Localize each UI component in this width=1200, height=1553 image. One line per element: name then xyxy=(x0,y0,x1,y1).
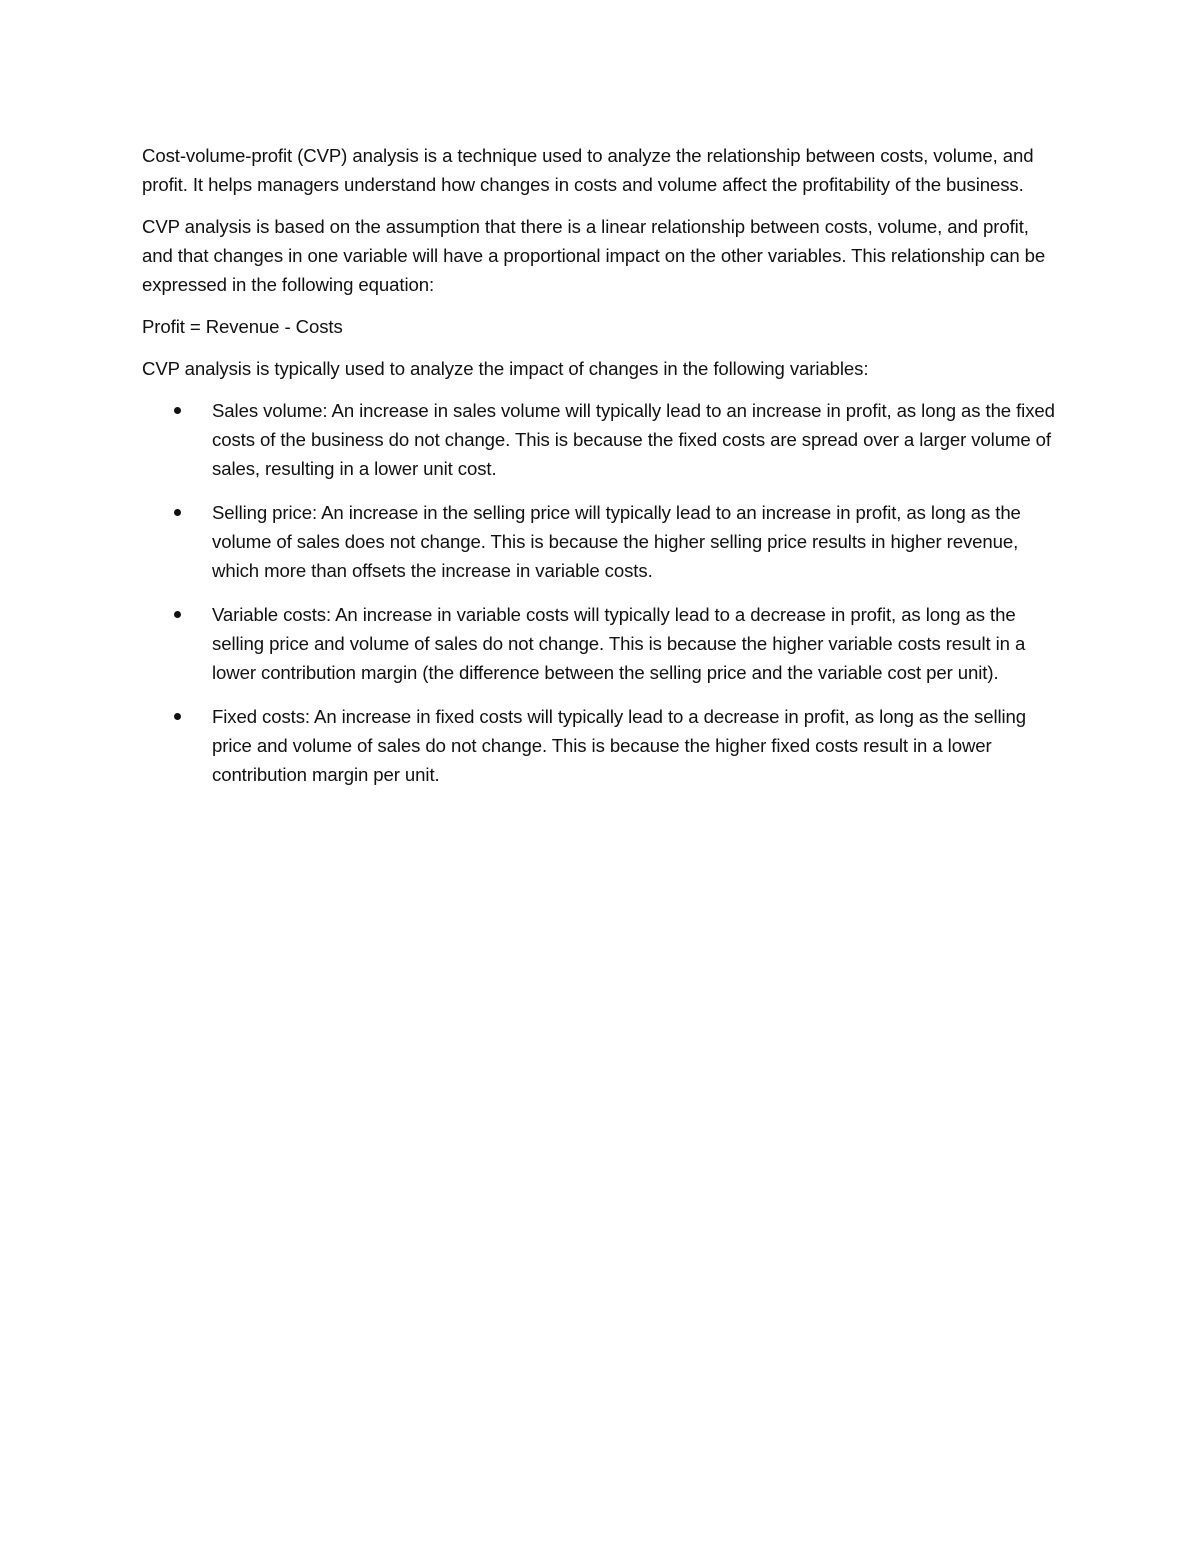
list-item-sales-volume xyxy=(142,396,1060,483)
variables-intro-paragraph: CVP analysis is typically used to analyze the impact of changes in the following variables: xyxy=(142,358,869,379)
list-item-text: Variable costs: An increase in variable costs will typically lead to a decrease in profit, as long as the selling price and volume of sales do not change. This is because the higher variable costs result in a lower contribution margin (the difference between the selling price and the variable cost per unit). xyxy=(212,604,1026,683)
bullet-icon xyxy=(174,509,181,516)
bullet-icon xyxy=(174,407,181,414)
bullet-icon xyxy=(174,611,181,618)
bullet-icon xyxy=(174,713,181,720)
intro-paragraph: Cost-volume-profit (CVP) analysis is a technique used to analyze the relationship between costs, volume, and profit. It helps managers understand how changes in costs and volume affect the profitability of the business. xyxy=(142,145,1034,195)
document-body xyxy=(142,141,1060,804)
list-item-text: Selling price: An increase in the selling price will typically lead to an increase in profit, as long as the volume of sales does not change. This is because the higher selling price results in higher revenue, which more than offsets the increase in variable costs. xyxy=(212,502,1021,581)
profit-equation: Profit = Revenue - Costs xyxy=(142,316,343,337)
list-item-text: Sales volume: An increase in sales volume will typically lead to an increase in profit, as long as the fixed costs of the business do not change. This is because the fixed costs are spread over a larger volume of sales, resulting in a lower unit cost. xyxy=(212,400,1055,479)
variables-list xyxy=(142,396,1060,789)
list-item-selling-price xyxy=(142,498,1060,585)
list-item-fixed-costs xyxy=(142,702,1060,789)
assumption-paragraph: CVP analysis is based on the assumption that there is a linear relationship between costs, volume, and profit, and that changes in one variable will have a proportional impact on the other variables. This relationship can be expressed in the following equation: xyxy=(142,216,1046,295)
list-item-variable-costs xyxy=(142,600,1060,687)
list-item-text: Fixed costs: An increase in fixed costs will typically lead to a decrease in profit, as long as the selling price and volume of sales do not change. This is because the higher fixed costs result in a lower contribution margin per unit. xyxy=(212,706,1027,785)
